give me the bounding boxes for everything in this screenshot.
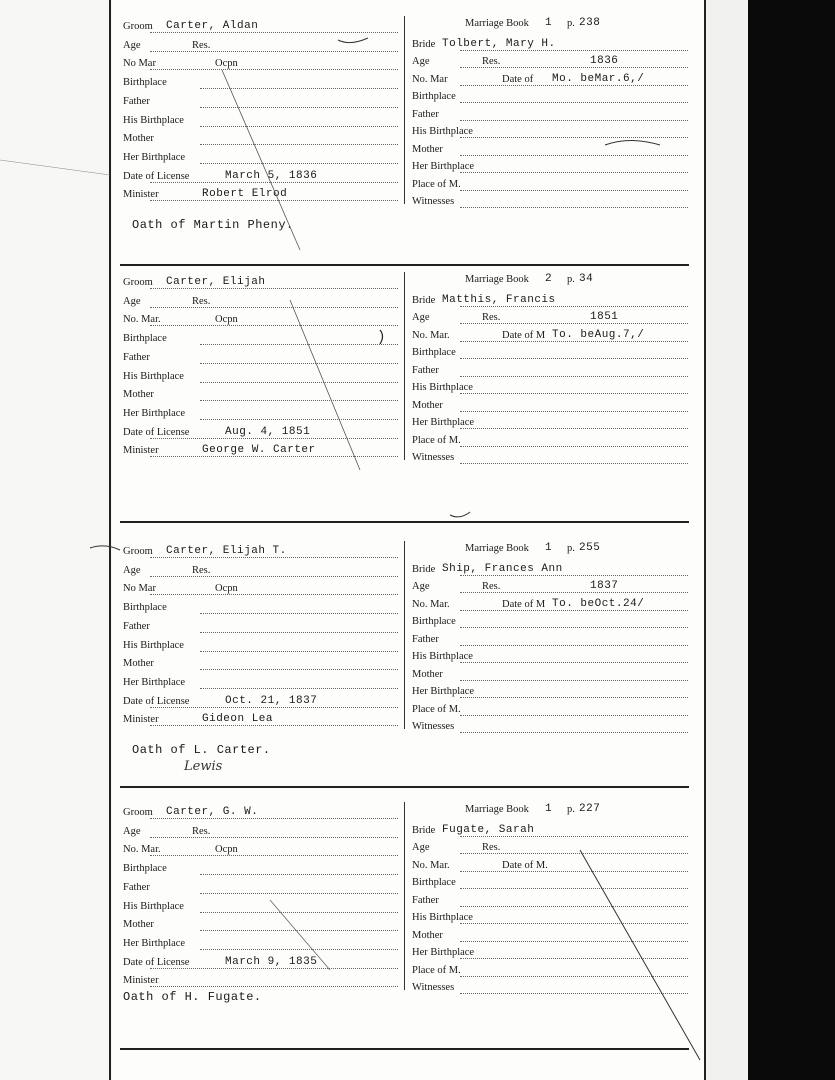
bride-birthplace-label: Birthplace xyxy=(412,616,456,628)
minister-name: Gideon Lea xyxy=(202,713,274,726)
marriage-book-number: 2 xyxy=(545,273,553,285)
bride-birthplace-label: Birthplace xyxy=(412,877,456,889)
his-birthplace-label: His Birthplace xyxy=(123,370,184,382)
no-mar-label: No. Mar. xyxy=(123,314,161,326)
age-label: Age xyxy=(123,295,141,307)
marriage-book-label: Marriage Book xyxy=(465,18,529,29)
bride-father-label: Father xyxy=(412,633,439,645)
bride-father-label: Father xyxy=(412,108,439,120)
page-label: p. xyxy=(567,274,575,285)
res-label: Res. xyxy=(192,825,211,837)
res-label: Res. xyxy=(192,564,211,576)
bride-mother-label: Mother xyxy=(412,143,443,155)
her-birthplace-label: Her Birthplace xyxy=(123,676,186,688)
bride-res-value: 1837 xyxy=(590,580,619,593)
license-label: Date of License xyxy=(123,170,190,182)
bride-label: Bride xyxy=(412,39,436,50)
date-of-marriage-label: Date of M xyxy=(502,598,546,610)
no-mar-label: No. Mar. xyxy=(123,844,161,856)
birthplace-label: Birthplace xyxy=(123,77,167,89)
his-birthplace-label: His Birthplace xyxy=(123,114,184,126)
bride-age-label: Age xyxy=(412,312,430,324)
father-label: Father xyxy=(123,351,150,363)
bride-age-label: Age xyxy=(412,56,430,68)
bride-res-value: 1836 xyxy=(590,55,619,68)
ocpn-label: Ocpn xyxy=(215,583,238,595)
page-label: p. xyxy=(567,18,575,29)
date-of-marriage-label: Date of M xyxy=(502,329,546,341)
bride-label: Bride xyxy=(412,295,436,306)
bride-her-birthplace-label: Her Birthplace xyxy=(412,686,475,698)
bride-father-label: Father xyxy=(412,894,439,906)
minister-label: Minister xyxy=(123,975,159,987)
minister-name: Robert Elrod xyxy=(202,188,288,201)
mother-label: Mother xyxy=(123,133,154,145)
bride-name: Matthis, Francis xyxy=(442,294,556,306)
groom-name: Carter, G. W. xyxy=(166,806,259,818)
signature: Lewis xyxy=(184,759,223,774)
bride-her-birthplace-label: Her Birthplace xyxy=(412,161,475,173)
date-of-marriage-value: To. beOct.24/ xyxy=(552,597,645,610)
ocpn-label: Ocpn xyxy=(215,844,238,856)
page-number: 34 xyxy=(579,273,594,285)
no-mar-label: No Mar xyxy=(123,58,156,70)
license-date: Aug. 4, 1851 xyxy=(225,425,311,438)
minister-label: Minister xyxy=(123,714,159,726)
groom-label: Groom xyxy=(123,277,153,288)
mother-label: Mother xyxy=(123,389,154,401)
mother-label: Mother xyxy=(123,658,154,670)
groom-name: Carter, Elijah xyxy=(166,276,266,288)
bride-mother-label: Mother xyxy=(412,399,443,411)
his-birthplace-label: His Birthplace xyxy=(123,900,184,912)
his-birthplace-label: His Birthplace xyxy=(123,639,184,651)
father-label: Father xyxy=(123,95,150,107)
license-date: March 5, 1836 xyxy=(225,169,318,182)
bride-label: Bride xyxy=(412,564,436,575)
her-birthplace-label: Her Birthplace xyxy=(123,151,186,163)
license-date: March 9, 1835 xyxy=(225,955,318,968)
bride-his-birthplace-label: His Birthplace xyxy=(412,382,473,394)
bride-mother-label: Mother xyxy=(412,929,443,941)
bride-res-value: 1851 xyxy=(590,311,619,324)
groom-name: Carter, Aldan xyxy=(166,20,259,32)
page-number: 255 xyxy=(579,542,601,554)
bride-name: Tolbert, Mary H. xyxy=(442,38,556,50)
father-label: Father xyxy=(123,881,150,893)
age-label: Age xyxy=(123,39,141,51)
birthplace-label: Birthplace xyxy=(123,333,167,345)
bride-name: Fugate, Sarah xyxy=(442,824,535,836)
page-label: p. xyxy=(567,804,575,815)
bride-mother-label: Mother xyxy=(412,668,443,680)
bride-his-birthplace-label: His Birthplace xyxy=(412,126,473,138)
groom-label: Groom xyxy=(123,21,153,32)
date-of-marriage-label: Date of M. xyxy=(502,859,548,871)
groom-label: Groom xyxy=(123,546,153,557)
age-label: Age xyxy=(123,564,141,576)
oath-note: Oath of L. Carter. xyxy=(132,743,271,757)
place-of-marriage-label: Place of M. xyxy=(412,178,461,190)
marriage-book-label: Marriage Book xyxy=(465,274,529,285)
res-label: Res. xyxy=(192,39,211,51)
date-of-marriage-value: Mo. beMar.6,/ xyxy=(552,72,645,85)
groom-label: Groom xyxy=(123,807,153,818)
date-of-marriage-value: To. beAug.7,/ xyxy=(552,328,645,341)
res-label: Res. xyxy=(192,295,211,307)
oath-note: Oath of Martin Pheny. xyxy=(132,218,294,232)
ocpn-label: Ocpn xyxy=(215,314,238,326)
minister-label: Minister xyxy=(123,445,159,457)
mother-label: Mother xyxy=(123,919,154,931)
marriage-book-label: Marriage Book xyxy=(465,543,529,554)
age-label: Age xyxy=(123,825,141,837)
page-number: 227 xyxy=(579,803,601,815)
bride-label: Bride xyxy=(412,825,436,836)
birthplace-label: Birthplace xyxy=(123,863,167,875)
father-label: Father xyxy=(123,620,150,632)
bride-no-mar-label: No. Mar. xyxy=(412,598,450,610)
bride-res-label: Res. xyxy=(482,842,501,854)
her-birthplace-label: Her Birthplace xyxy=(123,407,186,419)
bride-no-mar-label: No. Mar xyxy=(412,73,448,85)
bride-name: Ship, Frances Ann xyxy=(442,563,563,575)
witnesses-label: Witnesses xyxy=(412,982,455,994)
place-of-marriage-label: Place of M. xyxy=(412,703,461,715)
witnesses-label: Witnesses xyxy=(412,196,455,208)
bride-birthplace-label: Birthplace xyxy=(412,91,456,103)
license-label: Date of License xyxy=(123,956,190,968)
bride-his-birthplace-label: His Birthplace xyxy=(412,912,473,924)
bride-birthplace-label: Birthplace xyxy=(412,347,456,359)
groom-name: Carter, Elijah T. xyxy=(166,545,287,557)
license-date: Oct. 21, 1837 xyxy=(225,694,318,707)
minister-name: George W. Carter xyxy=(202,444,316,457)
no-mar-label: No Mar xyxy=(123,583,156,595)
page-label: p. xyxy=(567,543,575,554)
bride-age-label: Age xyxy=(412,842,430,854)
bride-her-birthplace-label: Her Birthplace xyxy=(412,417,475,429)
page-number: 238 xyxy=(579,17,601,29)
place-of-marriage-label: Place of M. xyxy=(412,434,461,446)
place-of-marriage-label: Place of M. xyxy=(412,964,461,976)
bride-res-label: Res. xyxy=(482,581,501,593)
witnesses-label: Witnesses xyxy=(412,721,455,733)
marriage-book-number: 1 xyxy=(545,803,553,815)
marriage-book-label: Marriage Book xyxy=(465,804,529,815)
birthplace-label: Birthplace xyxy=(123,602,167,614)
date-of-marriage-label: Date of xyxy=(502,73,534,85)
her-birthplace-label: Her Birthplace xyxy=(123,937,186,949)
ocpn-label: Ocpn xyxy=(215,58,238,70)
witnesses-label: Witnesses xyxy=(412,452,455,464)
minister-label: Minister xyxy=(123,189,159,201)
marriage-book-number: 1 xyxy=(545,542,553,554)
marriage-book-number: 1 xyxy=(545,17,553,29)
bride-no-mar-label: No. Mar. xyxy=(412,329,450,341)
bride-father-label: Father xyxy=(412,364,439,376)
bride-res-label: Res. xyxy=(482,312,501,324)
oath-note: Oath of H. Fugate. xyxy=(123,990,262,1004)
license-label: Date of License xyxy=(123,426,190,438)
bride-age-label: Age xyxy=(412,581,430,593)
bride-no-mar-label: No. Mar. xyxy=(412,859,450,871)
license-label: Date of License xyxy=(123,695,190,707)
bride-res-label: Res. xyxy=(482,56,501,68)
bride-his-birthplace-label: His Birthplace xyxy=(412,651,473,663)
bride-her-birthplace-label: Her Birthplace xyxy=(412,947,475,959)
